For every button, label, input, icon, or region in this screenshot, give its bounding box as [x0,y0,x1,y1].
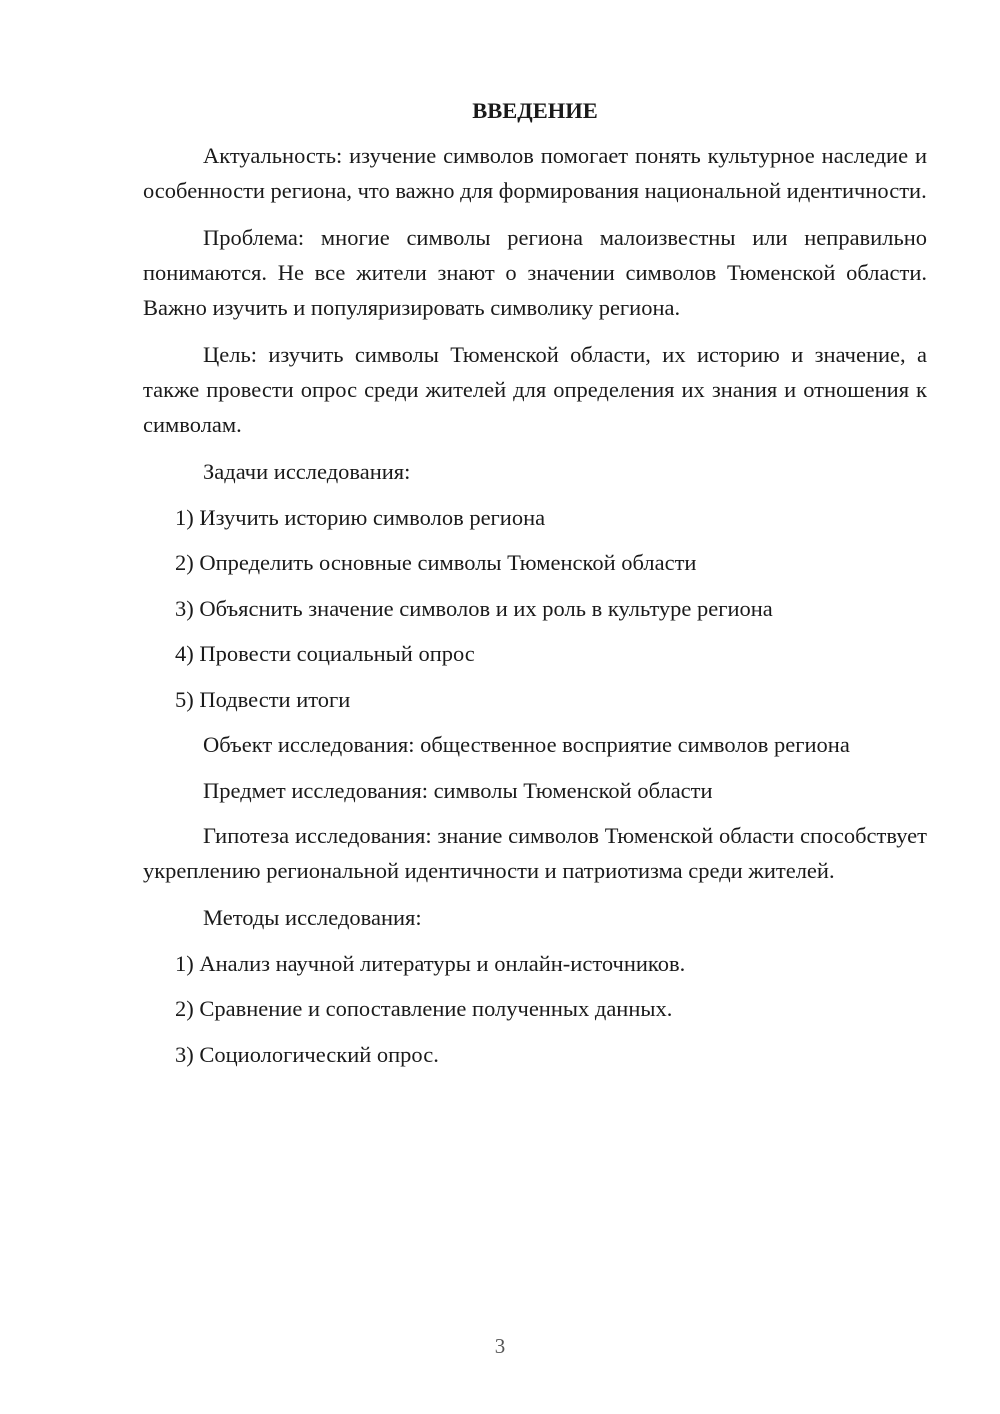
tasks-title: Задачи исследования: [203,459,411,484]
section-heading: ВВЕДЕНИЕ [472,98,598,123]
subject-line: Предмет исследования: символы Тюменской области [203,777,713,803]
list-item: 5) Подвести итоги [175,686,351,712]
problem-paragraph: Проблема: многие символы региона малоизвестны или неправильно понимаются. Не все жители знают о значении символов Тюменской области. Важно изучить и популяризировать символику региона. [143,225,927,320]
list-item: 1) Изучить историю символов региона [175,504,546,530]
methods-list [143,946,927,1083]
list-item: 2) Сравнение и сопоставление полученных данных. [175,996,673,1021]
list-item: 3) Социологический опрос. [175,1041,439,1067]
tasks-list [143,500,927,728]
relevance-paragraph: Актуальность: изучение символов помогает понять культурное наследие и особенности региона, что важно для формирования национальной идентичности. [143,143,927,203]
document-page [143,95,927,1082]
goal-paragraph: Цель: изучить символы Тюменской области, их историю и значение, а также провести опрос среди жителей для определения их знания и отношения к символам. [143,342,927,437]
list-item: 2) Определить основные символы Тюменской области [175,550,697,575]
list-item: 3) Объяснить значение символов и их роль в культуре региона [175,595,773,621]
list-item: 1) Анализ научной литературы и онлайн-источников. [175,950,686,976]
page-number: 3 [494,1334,506,1358]
object-line: Объект исследования: общественное восприятие символов региона [203,732,850,757]
methods-title: Методы исследования: [203,905,422,930]
list-item: 4) Провести социальный опрос [175,641,475,666]
hypothesis-paragraph: Гипотеза исследования: знание символов Тюменской области способствует укреплению региональной идентичности и патриотизма среди жителей. [143,823,927,883]
